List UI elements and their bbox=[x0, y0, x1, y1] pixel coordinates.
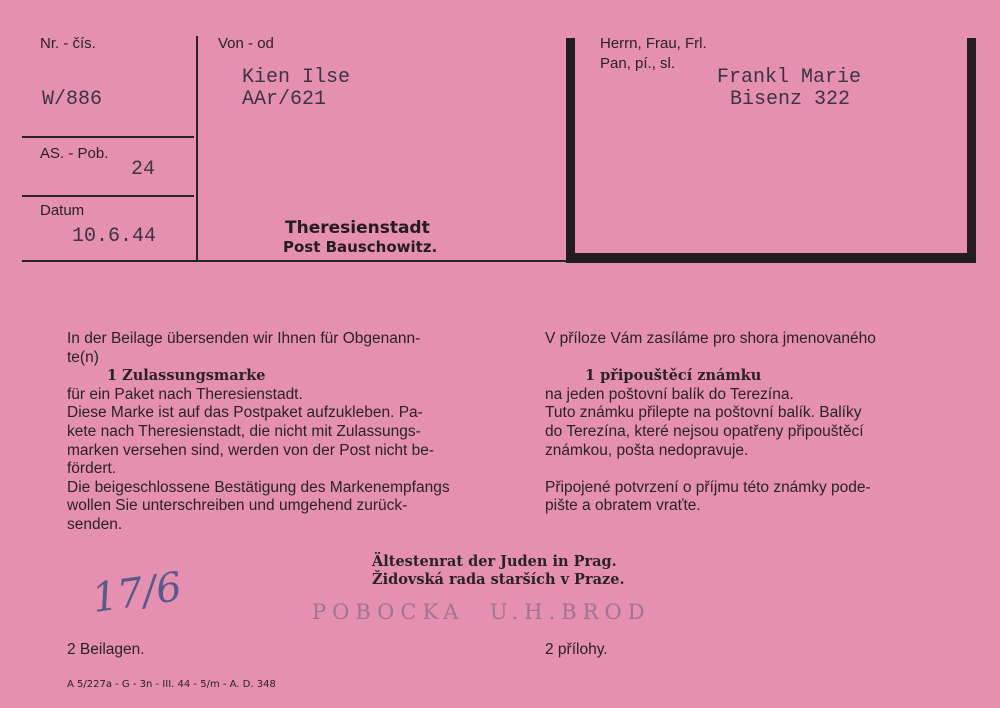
czech-line-4: známkou, pošta nedopravuje. bbox=[545, 441, 749, 459]
handwritten-mark: 17/6 bbox=[89, 563, 185, 623]
recipient-label-cz: Pan, pí., sl. bbox=[600, 55, 676, 72]
divider-nr bbox=[22, 136, 194, 138]
post-office-stamp: POBOCKA U.H.BROD bbox=[312, 600, 651, 624]
german-line-7: wollen Sie unterschreiben und umgehend zurück- bbox=[67, 497, 408, 515]
german-line-8: senden. bbox=[67, 515, 123, 533]
enclosures-de: 2 Beilagen. bbox=[67, 641, 145, 658]
german-line-1: für ein Paket nach Theresienstadt. bbox=[67, 385, 303, 403]
divider-left-vertical bbox=[196, 36, 198, 260]
signature-cz: Židovská rada starších v Praze. bbox=[372, 571, 625, 588]
sender-post: Post Bauschowitz. bbox=[283, 238, 438, 256]
sender-name: Kien Ilse bbox=[242, 66, 351, 89]
czech-line-1: na jeden poštovní balík do Terezína. bbox=[545, 385, 794, 403]
sender-place: Theresienstadt bbox=[285, 218, 430, 238]
german-line-5: fördert. bbox=[67, 460, 117, 478]
czech-text bbox=[545, 330, 965, 516]
recipient-box-bottom bbox=[566, 253, 976, 263]
enclosures-cz: 2 přílohy. bbox=[545, 641, 608, 658]
czech-item: 1 připouštěcí známku bbox=[585, 367, 762, 385]
czech-line-3: do Terezína, které nejsou opatřeny připouštěcí bbox=[545, 422, 864, 440]
header-bottom-rule bbox=[22, 260, 567, 262]
datum-value: 10.6.44 bbox=[72, 225, 157, 248]
nr-value: W/886 bbox=[42, 88, 103, 111]
divider-as bbox=[22, 195, 194, 197]
czech-line-2: Tuto známku přilepte na poštovní balík. Balíky bbox=[545, 404, 862, 422]
recipient-box-right bbox=[967, 38, 976, 263]
german-text bbox=[67, 330, 507, 535]
nr-label: Nr. - čís. bbox=[40, 35, 96, 52]
recipient-name: Frankl Marie bbox=[717, 66, 862, 89]
german-intro-2: te(n) bbox=[67, 348, 99, 366]
czech-line-5: Připojené potvrzení o příjmu této známky pode- bbox=[545, 478, 871, 496]
german-line-3: kete nach Theresienstadt, die nicht mit Zulassungs- bbox=[67, 422, 421, 440]
german-line-6: Die beigeschlossene Bestätigung des Markenempfangs bbox=[67, 478, 450, 496]
as-label: AS. - Pob. bbox=[40, 145, 109, 162]
recipient-box-left bbox=[566, 38, 575, 263]
sender-code: AAr/621 bbox=[242, 88, 327, 111]
recipient-address: Bisenz 322 bbox=[730, 88, 851, 111]
czech-intro: V příloze Vám zasíláme pro shora jmenovaného bbox=[545, 330, 876, 347]
print-code: A 5/227a - G - 3n - III. 44 - 5/m - A. D. 348 bbox=[67, 679, 276, 690]
datum-label: Datum bbox=[40, 202, 85, 219]
german-intro-1: In der Beilage übersenden wir Ihnen für Obgenann- bbox=[67, 330, 421, 347]
german-line-4: marken versehen sind, werden von der Post nicht be- bbox=[67, 441, 435, 459]
recipient-label-de: Herrn, Frau, Frl. bbox=[600, 35, 707, 52]
signature-de: Ältestenrat der Juden in Prag. bbox=[372, 553, 617, 570]
sender-label: Von - od bbox=[218, 35, 274, 52]
czech-line-6: pište a obratem vraťte. bbox=[545, 497, 701, 515]
german-line-2: Diese Marke ist auf das Postpaket aufzukleben. Pa- bbox=[67, 404, 423, 422]
as-value: 24 bbox=[131, 158, 156, 181]
german-item: 1 Zulassungsmarke bbox=[107, 367, 266, 385]
